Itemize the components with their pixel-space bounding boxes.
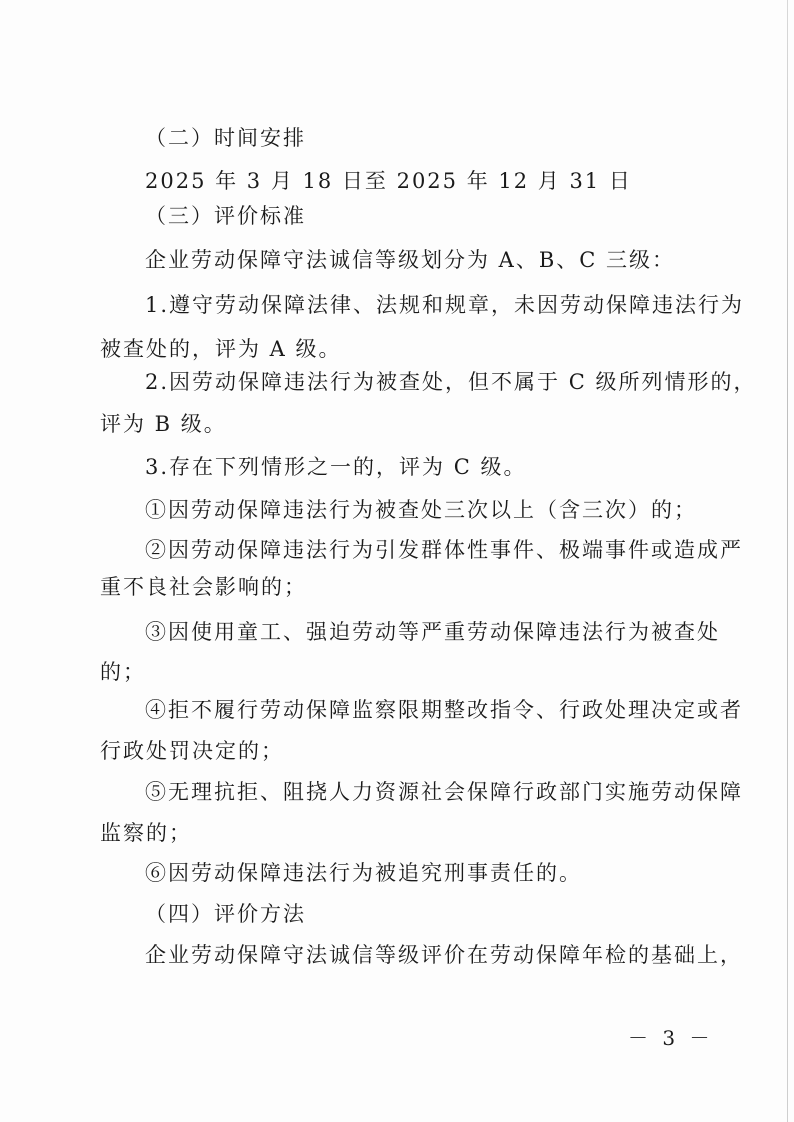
grade-c-item-6: ⑥因劳动保障违法行为被追究刑事责任的。 [145,861,582,885]
section-heading-criteria: （三）评价标准 [145,204,306,228]
grade-a-line-2: 被查处的，评为 A 级。 [100,337,342,361]
scan-edge [787,0,788,1122]
grade-b-line-2: 评为 B 级。 [100,412,227,436]
grade-c-intro: 3.存在下列情形之一的，评为 C 级。 [145,455,527,479]
grade-c-item-3-line-1: ③因使用童工、强迫劳动等严重劳动保障违法行为被查处 [145,620,720,644]
grade-c-item-4-line-1: ④拒不履行劳动保障监察限期整改指令、行政处理决定或者 [145,698,743,722]
paragraph-method-line-1: 企业劳动保障守法诚信等级评价在劳动保障年检的基础上， [145,943,743,967]
grade-c-item-5-line-2: 监察的； [100,821,192,845]
paragraph-grades-intro: 企业劳动保障守法诚信等级划分为 A、B、C 三级： [145,248,676,272]
page-number: － 3 － [628,1026,714,1050]
grade-c-item-2-line-2: 重不良社会影响的； [100,575,307,599]
grade-c-item-1: ①因劳动保障违法行为被查处三次以上（含三次）的； [145,498,697,522]
section-heading-schedule: （二）时间安排 [145,126,306,150]
grade-c-item-4-line-2: 行政处罚决定的； [100,739,284,763]
grade-c-item-2-line-1: ②因劳动保障违法行为引发群体性事件、极端事件或造成严 [145,538,743,562]
grade-b-line-1: 2.因劳动保障违法行为被查处，但不属于 C 级所列情形的， [145,370,757,394]
section-heading-method: （四）评价方法 [145,902,306,926]
grade-c-item-3-line-2: 的； [100,660,146,684]
grade-a-line-1: 1.遵守劳动保障法律、法规和规章，未因劳动保障违法行为 [145,293,745,317]
schedule-dates: 2025 年 3 月 18 日至 2025 年 12 月 31 日 [145,169,632,193]
grade-c-item-5-line-1: ⑤无理抗拒、阻挠人力资源社会保障行政部门实施劳动保障 [145,780,743,804]
